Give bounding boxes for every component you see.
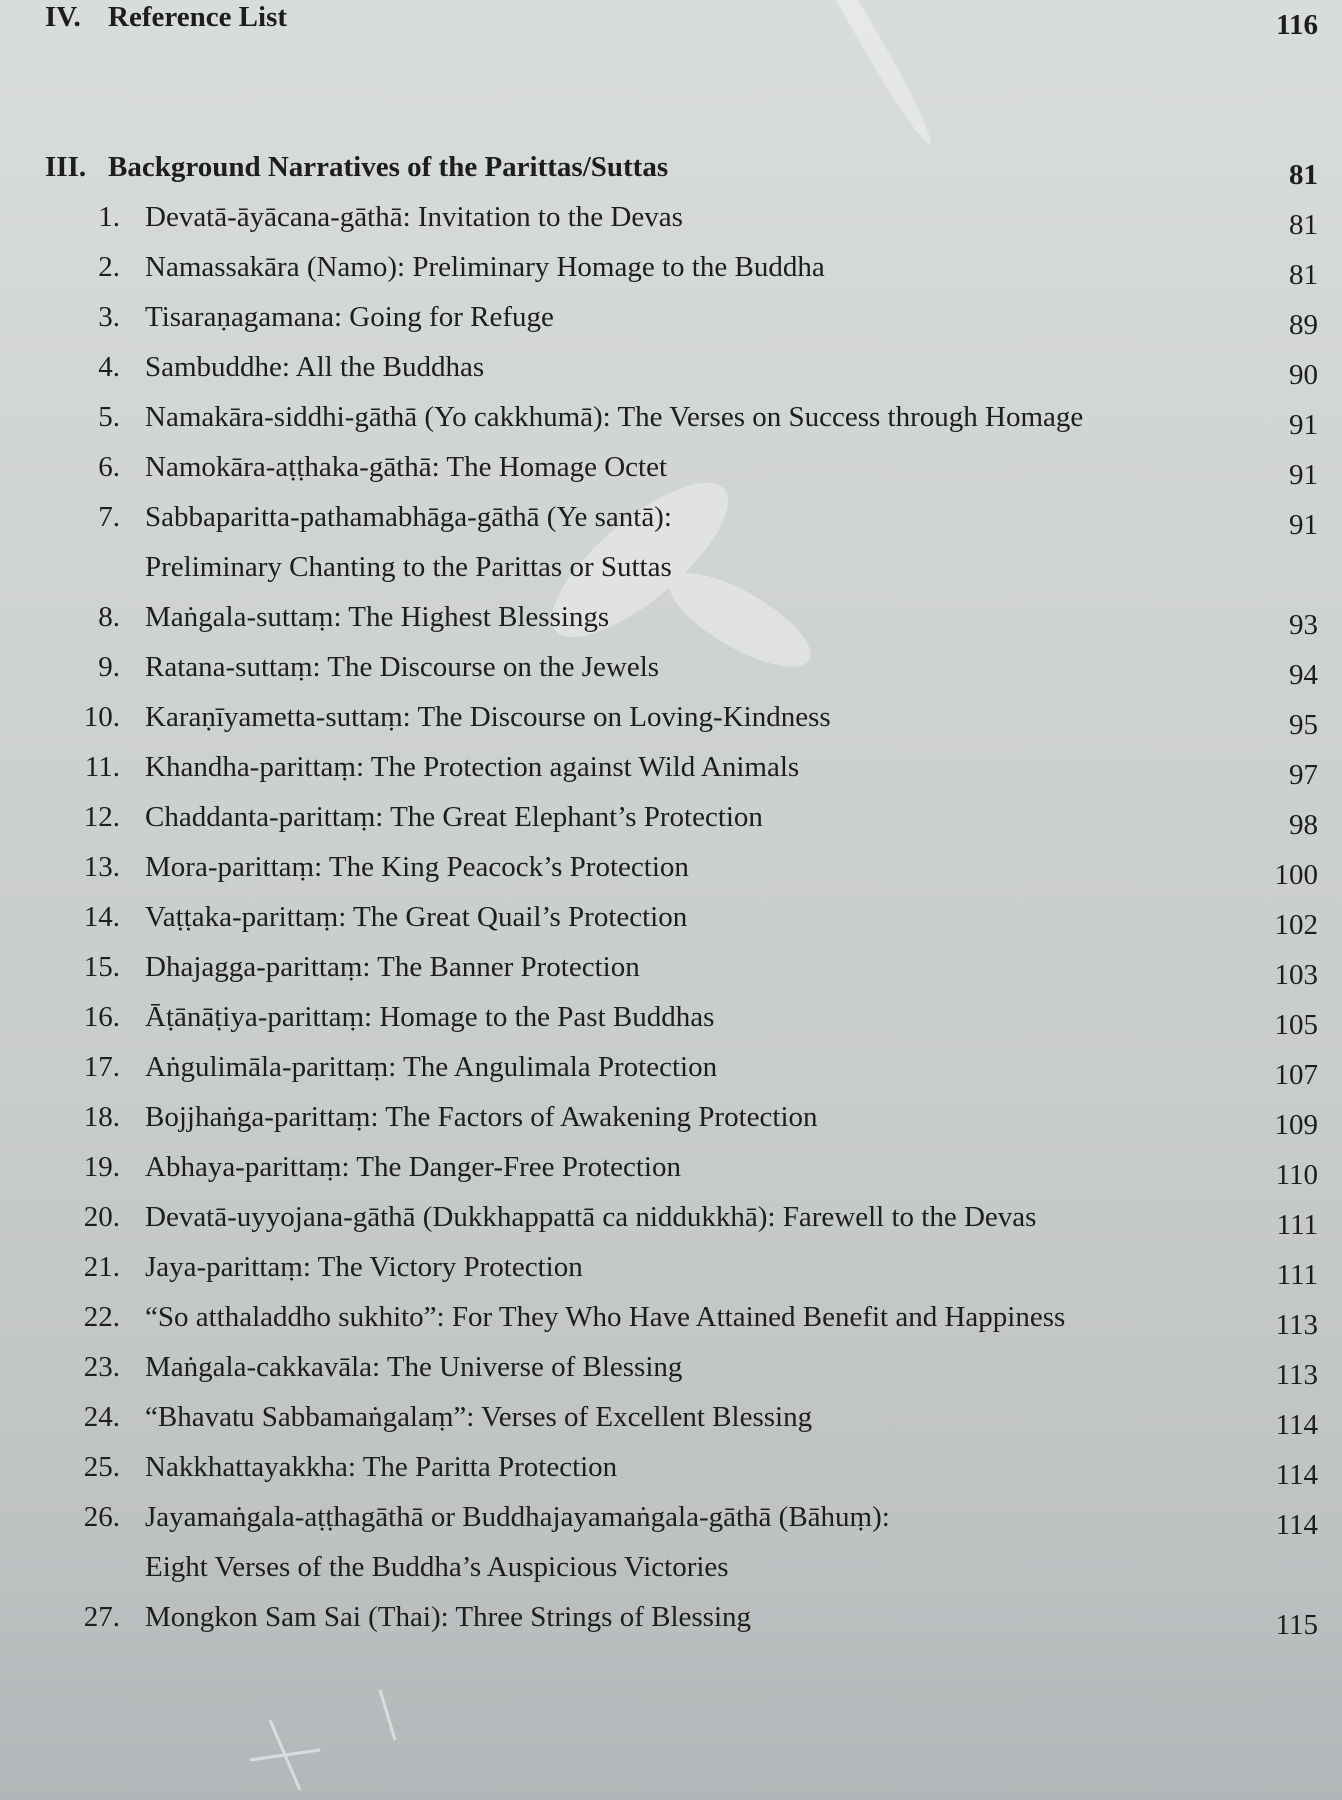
entry-page-number: 114 [1275, 1459, 1318, 1491]
toc-entry[interactable] [0, 250, 1342, 300]
entry-page-number: 91 [1289, 509, 1318, 541]
entry-number: 17. [83, 1051, 120, 1083]
toc-entry[interactable] [0, 1300, 1342, 1350]
entry-page-number: 114 [1275, 1409, 1318, 1441]
toc-section-heading[interactable] [0, 150, 1342, 200]
toc-entry[interactable] [0, 1000, 1342, 1050]
entry-title-continuation: Eight Verses of the Buddha’s Auspicious Victories [145, 1551, 729, 1583]
entry-title: Mora-parittaṃ: The King Peacock’s Protection [145, 851, 689, 883]
entry-page-number: 91 [1289, 409, 1318, 441]
entry-title: Karaṇīyametta-suttaṃ: The Discourse on Loving-Kindness [145, 701, 831, 733]
entry-number: 15. [83, 951, 120, 983]
section-numeral: III. [45, 151, 87, 183]
entry-page-number: 97 [1289, 759, 1318, 791]
entry-page-number: 103 [1274, 959, 1318, 991]
section-numeral: IV. [45, 1, 81, 33]
toc-entry[interactable] [0, 400, 1342, 450]
entry-number: 25. [83, 1451, 120, 1483]
entry-title: Devatā-āyācana-gāthā: Invitation to the Devas [145, 201, 683, 233]
entry-title: Namokāra-aṭṭhaka-gāthā: The Homage Octet [145, 451, 668, 483]
entry-number: 5. [98, 401, 120, 433]
toc-section-heading[interactable] [0, 0, 1342, 50]
toc-entry[interactable] [0, 350, 1342, 400]
entry-title: Abhaya-parittaṃ: The Danger-Free Protection [145, 1151, 681, 1183]
toc-entry[interactable] [0, 200, 1342, 250]
toc-entry[interactable] [0, 900, 1342, 950]
entry-title: Maṅgala-cakkavāla: The Universe of Blessing [145, 1351, 683, 1383]
toc-entry[interactable] [0, 1600, 1342, 1650]
entry-title: Bojjhaṅga-parittaṃ: The Factors of Awakening Protection [145, 1101, 818, 1133]
entry-title: Āṭānāṭiya-parittaṃ: Homage to the Past Buddhas [145, 1001, 715, 1033]
toc-entry[interactable] [0, 750, 1342, 800]
toc-entry[interactable] [0, 1050, 1342, 1100]
entry-title: Devatā-uyyojana-gāthā (Dukkhappattā ca niddukkhā): Farewell to the Devas [145, 1201, 1037, 1233]
entry-page-number: 100 [1274, 859, 1318, 891]
entry-title: Namassakāra (Namo): Preliminary Homage to the Buddha [145, 251, 825, 283]
toc-entry[interactable] [0, 1200, 1342, 1250]
entry-title: Vaṭṭaka-parittaṃ: The Great Quail’s Protection [145, 901, 688, 933]
entry-title: “So atthaladdho sukhito”: For They Who Have Attained Benefit and Happiness [145, 1301, 1066, 1333]
entry-page-number: 110 [1275, 1159, 1318, 1191]
toc-entry[interactable] [0, 300, 1342, 350]
toc-entry[interactable] [0, 650, 1342, 700]
entry-number: 20. [83, 1201, 120, 1233]
entry-page-number: 98 [1289, 809, 1318, 841]
entry-number: 24. [83, 1401, 120, 1433]
entry-title: Chaddanta-parittaṃ: The Great Elephant’s Protection [145, 801, 763, 833]
entry-title: Mongkon Sam Sai (Thai): Three Strings of Blessing [145, 1601, 751, 1633]
entry-page-number: 115 [1275, 1609, 1318, 1641]
entry-number: 18. [83, 1101, 120, 1133]
entry-title: Khandha-parittaṃ: The Protection against Wild Animals [145, 751, 800, 783]
entry-page-number: 94 [1289, 659, 1318, 691]
entry-number: 4. [98, 351, 120, 383]
entry-title: Nakkhattayakkha: The Paritta Protection [145, 1451, 618, 1483]
entry-page-number: 113 [1275, 1359, 1318, 1391]
entry-page-number: 109 [1274, 1109, 1318, 1141]
entry-number: 27. [83, 1601, 120, 1633]
entry-number: 10. [83, 701, 120, 733]
entry-number: 26. [83, 1501, 120, 1533]
entry-page-number: 113 [1275, 1309, 1318, 1341]
entry-number: 19. [83, 1151, 120, 1183]
entry-number: 16. [83, 1001, 120, 1033]
entry-number: 23. [83, 1351, 120, 1383]
entry-title: Sabbaparitta-pathamabhāga-gāthā (Ye santā): [145, 501, 672, 533]
entry-page-number: 111 [1276, 1209, 1318, 1241]
toc-entry[interactable] [0, 1100, 1342, 1150]
entry-page-number: 102 [1274, 909, 1318, 941]
entry-page-number: 90 [1289, 359, 1318, 391]
toc-entry[interactable] [0, 450, 1342, 500]
entry-page-number: 114 [1275, 1509, 1318, 1541]
toc-entry[interactable] [0, 1250, 1342, 1300]
entry-number: 3. [98, 301, 120, 333]
entry-number: 7. [98, 501, 120, 533]
entry-title: Sambuddhe: All the Buddhas [145, 351, 485, 383]
entry-page-number: 89 [1289, 309, 1318, 341]
entry-number: 8. [98, 601, 120, 633]
entry-number: 11. [84, 751, 120, 783]
entry-number: 13. [83, 851, 120, 883]
toc-entry[interactable] [0, 1400, 1342, 1450]
toc-entry[interactable] [0, 1500, 1342, 1583]
toc-entry[interactable] [0, 1350, 1342, 1400]
entry-number: 1. [98, 201, 120, 233]
entry-page-number: 93 [1289, 609, 1318, 641]
entry-title: Aṅgulimāla-parittaṃ: The Angulimala Protection [145, 1051, 718, 1083]
entry-page-number: 81 [1289, 259, 1318, 291]
toc-entry[interactable] [0, 700, 1342, 750]
entry-page-number: 81 [1289, 209, 1318, 241]
entry-title: Jaya-parittaṃ: The Victory Protection [145, 1251, 583, 1283]
entry-title: Namakāra-siddhi-gāthā (Yo cakkhumā): The Verses on Success through Homage [145, 401, 1084, 433]
toc-entry[interactable] [0, 500, 1342, 583]
toc-entry[interactable] [0, 800, 1342, 850]
entry-title: Ratana-suttaṃ: The Discourse on the Jewels [145, 651, 660, 683]
entry-page-number: 91 [1289, 459, 1318, 491]
entry-page-number: 105 [1274, 1009, 1318, 1041]
entry-title: Tisaraṇagamana: Going for Refuge [145, 301, 554, 333]
entry-page-number: 95 [1289, 709, 1318, 741]
toc-entry[interactable] [0, 1450, 1342, 1500]
entry-page-number: 107 [1274, 1059, 1318, 1091]
entry-number: 21. [83, 1251, 120, 1283]
entry-number: 9. [98, 651, 120, 683]
section-page-number: 81 [1289, 159, 1318, 191]
toc-entry[interactable] [0, 850, 1342, 900]
toc-entry[interactable] [0, 950, 1342, 1000]
toc-entry[interactable] [0, 1150, 1342, 1200]
entry-number: 6. [98, 451, 120, 483]
entry-title: Jayamaṅgala-aṭṭhagāthā or Buddhajayamaṅgala-gāthā (Bāhuṃ): [145, 1501, 890, 1533]
entry-number: 14. [83, 901, 120, 933]
section-title: Background Narratives of the Parittas/Suttas [108, 151, 669, 183]
entry-title-continuation: Preliminary Chanting to the Parittas or Suttas [145, 551, 672, 583]
entry-title: Maṅgala-suttaṃ: The Highest Blessings [145, 601, 610, 633]
section-title: Reference List [108, 1, 288, 33]
entry-page-number: 111 [1276, 1259, 1318, 1291]
entry-number: 22. [83, 1301, 120, 1333]
entry-number: 2. [98, 251, 120, 283]
section-page-number: 116 [1276, 9, 1318, 41]
entry-title: Dhajagga-parittaṃ: The Banner Protection [145, 951, 640, 983]
toc-entry[interactable] [0, 600, 1342, 650]
entry-title: “Bhavatu Sabbamaṅgalaṃ”: Verses of Excellent Blessing [145, 1401, 813, 1433]
entry-number: 12. [83, 801, 120, 833]
